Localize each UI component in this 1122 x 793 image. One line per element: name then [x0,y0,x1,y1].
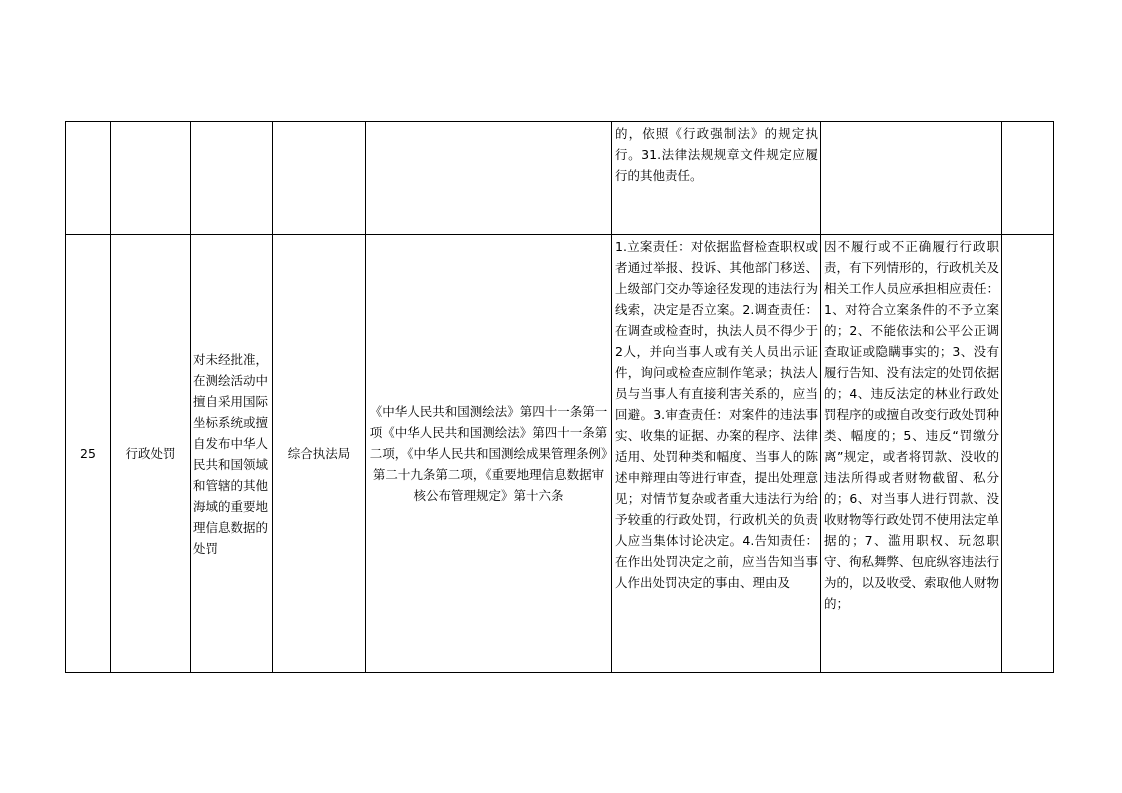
item-cell [191,122,273,235]
seq-cell: 25 [66,235,111,673]
seq-cell [66,122,111,235]
type-cell: 行政处罚 [111,235,191,673]
responsibility-cell: 的，依照《行政强制法》的规定执行。31.法律法规规章文件规定应履行的其他责任。 [612,122,821,235]
table-row [66,122,1054,235]
liability-table [65,121,1054,673]
dept-cell: 综合执法局 [273,235,366,673]
basis-cell: 《中华人民共和国测绘法》第四十一条第一项《中华人民共和国测绘法》第四十一条第二项，《中华人民共和国测绘成果管理条例》第二十九条第二项，《重要地理信息数据审核公布管理规定》第十六条 [366,235,612,673]
remark-cell [1002,122,1054,235]
basis-cell [366,122,612,235]
accountability-cell [821,122,1002,235]
remark-cell [1002,235,1054,673]
type-cell [111,122,191,235]
responsibility-cell: 1.立案责任：对依据监督检查职权或者通过举报、投诉、其他部门移送、上级部门交办等途径发现的违法行为线索，决定是否立案。2.调查责任：在调查或检查时，执法人员不得少于2人，并向当事人或有关人员出示证件，询问或检查应制作笔录；执法人员与当事人有直接利害关系的，应当回避。3.审查责任：对案件的违法事实、收集的证据、办案的程序、法律适用、处罚种类和幅度、当事人的陈述申辩理由等进行审查，提出处理意见；对情节复杂或者重大违法行为给予较重的行政处罚，行政机关的负责人应当集体讨论决定。4.告知责任：在作出处罚决定之前，应当告知当事人作出处罚决定的事由、理由及 [612,235,821,673]
table-row [66,235,1054,673]
accountability-cell: 因不履行或不正确履行行政职责，有下列情形的，行政机关及相关工作人员应承担相应责任：1、对符合立案条件的不予立案的；2、不能依法和公平公正调查取证或隐瞒事实的；3、没有履行告知、没有法定的处罚依据的；4、违反法定的林业行政处罚程序的或擅自改变行政处罚种类、幅度的；5、违反“罚缴分离”规定，或者将罚款、没收的违法所得或者财物截留、私分的；6、对当事人进行罚款、没收财物等行政处罚不使用法定单据的；7、滥用职权、玩忽职守、徇私舞弊、包庇纵容违法行为的，以及收受、索取他人财物的； [821,235,1002,673]
dept-cell [273,122,366,235]
item-cell: 对未经批准，在测绘活动中擅自采用国际坐标系统或擅自发布中华人民共和国领域和管辖的其他海域的重要地理信息数据的处罚 [191,235,273,673]
